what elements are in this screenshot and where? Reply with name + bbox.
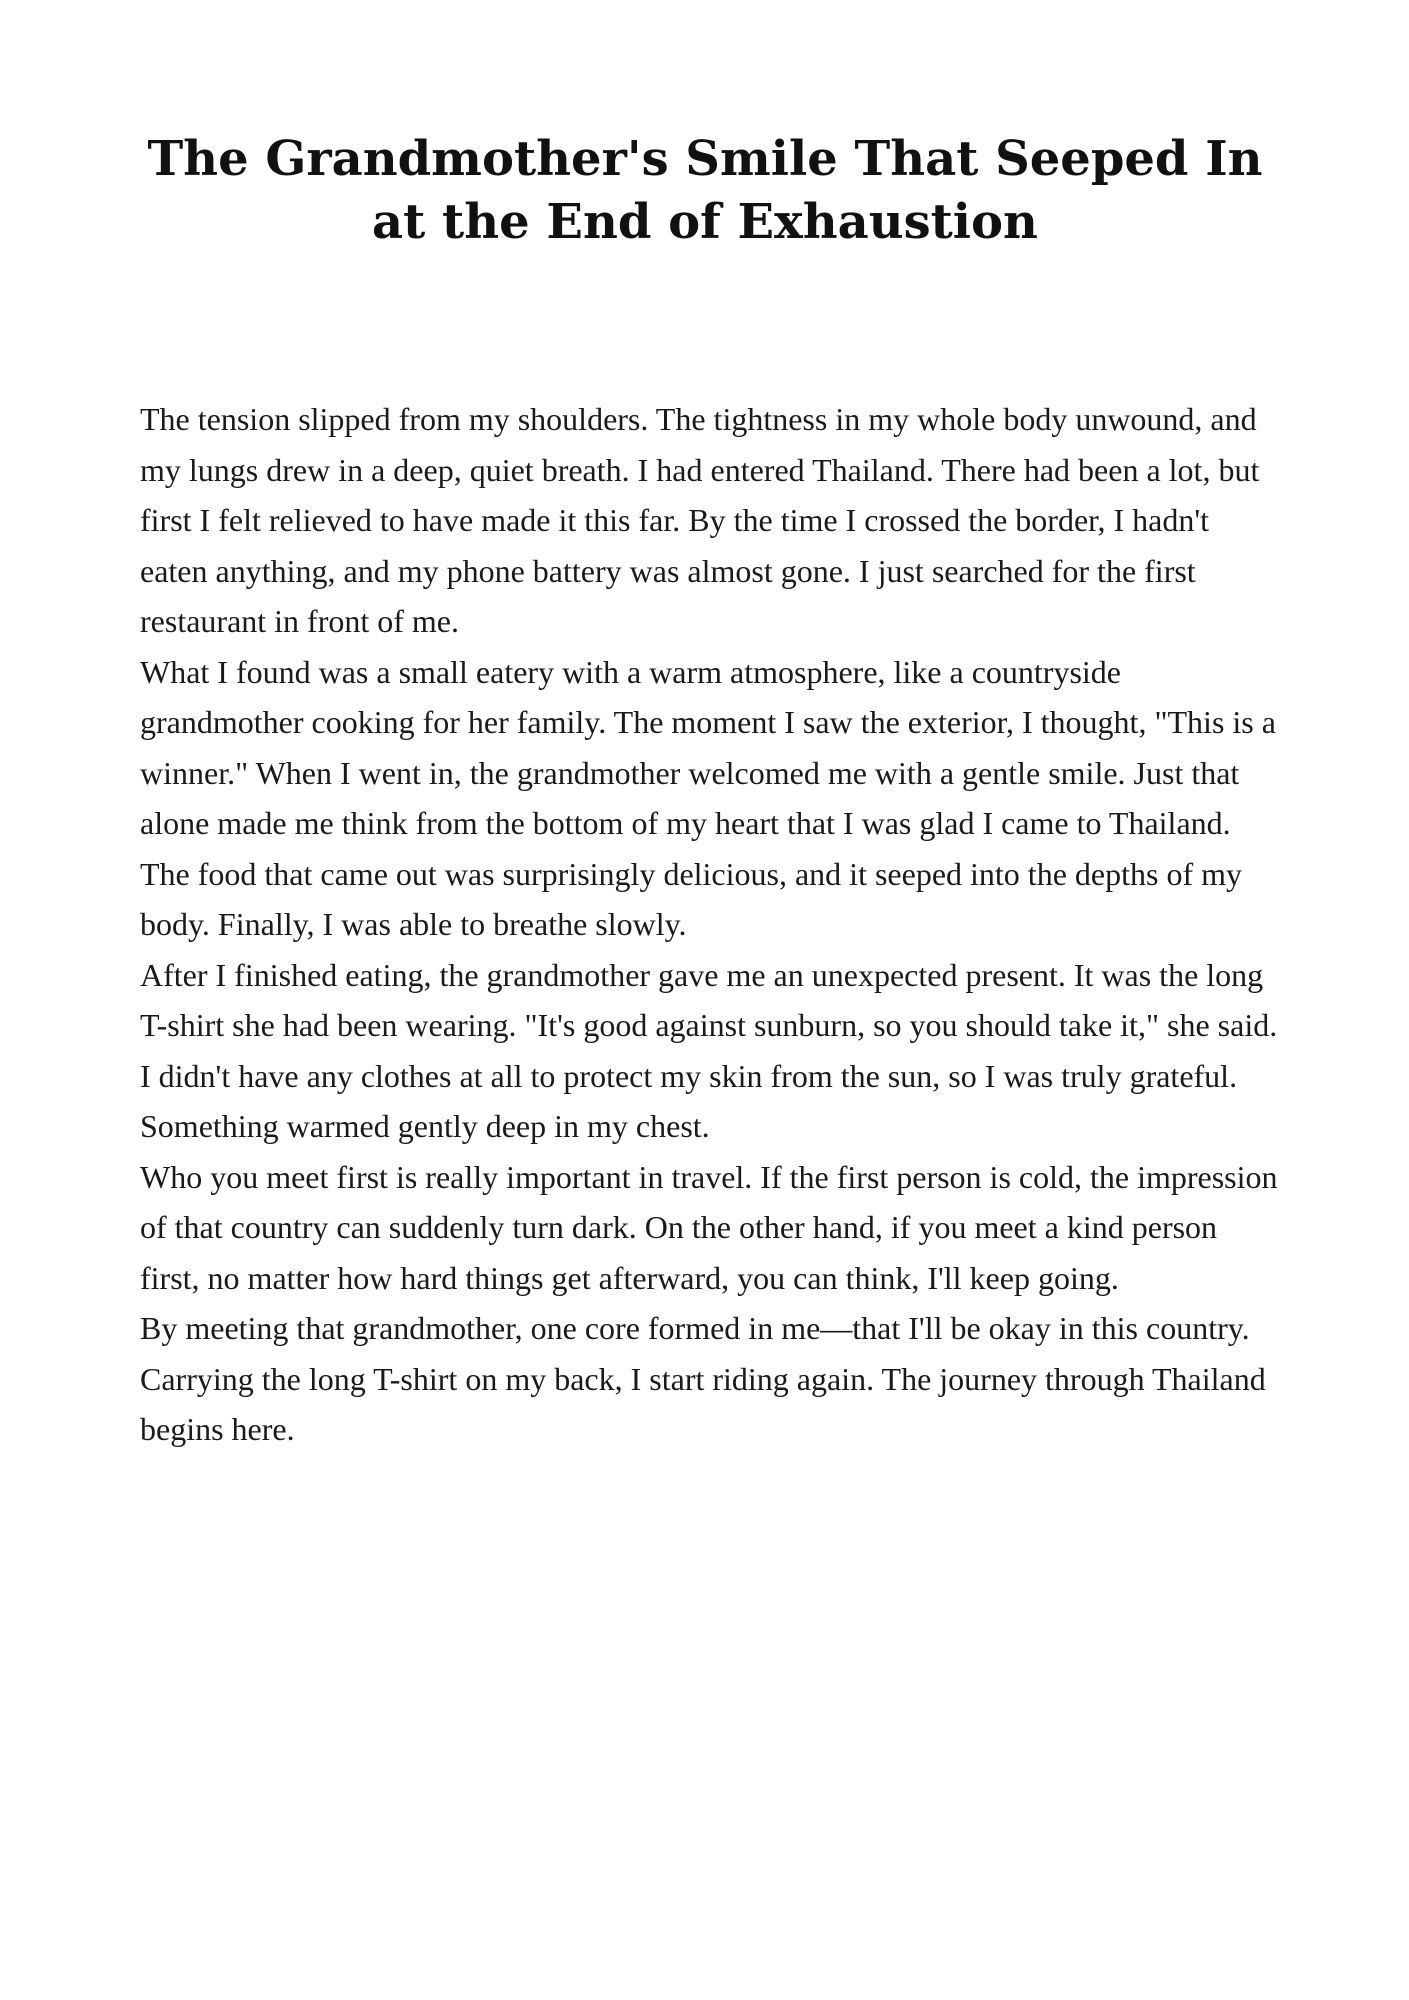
paragraph: Who you meet first is really important in travel. If the first person is cold, the impression of that country can suddenly turn dark. On the other hand, if you meet a kind person first, no matter how hard things get afterward, you can think, I'll keep going. bbox=[140, 1158, 1278, 1296]
paragraph: By meeting that grandmother, one core formed in me—that I'll be okay in this country. bbox=[140, 1310, 1250, 1346]
page-title: The Grandmother's Smile That Seeped In at the End of Exhaustion bbox=[147, 131, 1263, 250]
paragraph: The food that came out was surprisingly delicious, and it seeped into the depths of my body. Finally, I was able to breathe slowly. bbox=[140, 855, 1242, 942]
paragraph: After I finished eating, the grandmother gave me an unexpected present. It was the long T-shirt she had been wearing. "It's good against sunburn, so you should take it," she said. I didn't have any clothes at all to protect my skin from the sun, so I was truly grateful. Something warmed gently deep in my chest. bbox=[140, 956, 1278, 1144]
paragraph: The tension slipped from my shoulders. The tightness in my whole body unwound, and my lungs drew in a deep, quiet breath. I had entered Thailand. There had been a lot, but first I felt relieved to have made it this far. By the time I crossed the border, I hadn't eaten anything, and my phone battery was almost gone. I just searched for the first restaurant in front of me. bbox=[140, 401, 1260, 639]
article-body bbox=[140, 394, 1280, 1455]
paragraph: What I found was a small eatery with a warm atmosphere, like a countryside grandmother cooking for her family. The moment I saw the exterior, I thought, "This is a winner." When I went in, the grandmother welcomed me with a gentle smile. Just that alone made me think from the bottom of my heart that I was glad I came to Thailand. bbox=[140, 653, 1276, 841]
paragraph: Carrying the long T-shirt on my back, I start riding again. The journey through Thailand begins here. bbox=[140, 1360, 1266, 1447]
